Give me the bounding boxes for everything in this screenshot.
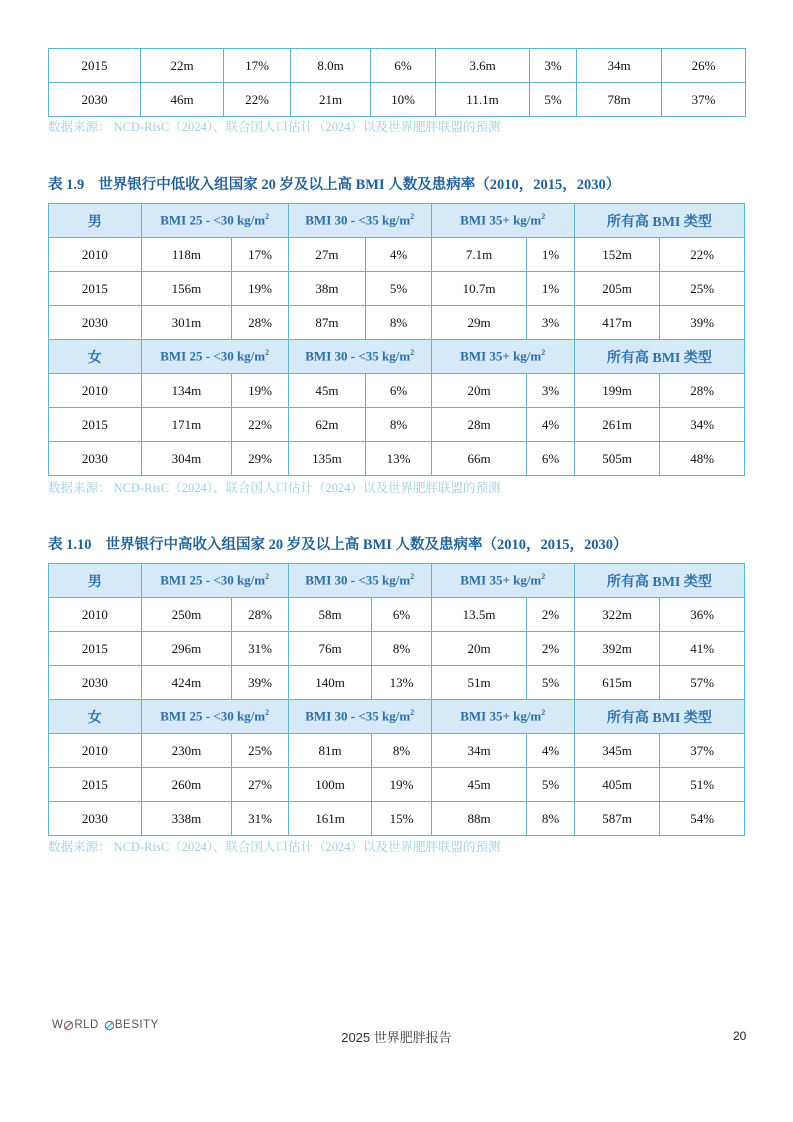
column-header <box>431 340 574 374</box>
cell: 28% <box>232 306 288 340</box>
cell: 2010 <box>49 374 142 408</box>
header-label: BMI 30 - <35 kg/m <box>305 212 411 228</box>
cell: 171m <box>141 408 232 442</box>
cell: 1% <box>527 272 574 306</box>
table-row <box>49 238 745 272</box>
cell: 34% <box>660 408 745 442</box>
cell: 46m <box>141 83 224 117</box>
header-label: BMI 35+ kg/m <box>460 348 542 364</box>
cell: 78m <box>577 83 662 117</box>
cell: 2015 <box>49 632 142 666</box>
table-header-row <box>49 340 745 374</box>
cell: 3% <box>527 374 574 408</box>
table-row <box>49 272 745 306</box>
table-title <box>48 533 628 554</box>
table-header-row <box>49 564 745 598</box>
cell: 140m <box>288 666 372 700</box>
cell: 19% <box>232 374 288 408</box>
cell: 20m <box>431 374 527 408</box>
cell: 13% <box>372 666 431 700</box>
cell: 10.7m <box>431 272 527 306</box>
cell: 8% <box>366 306 431 340</box>
superscript: 2 <box>541 212 546 222</box>
cell: 19% <box>232 272 288 306</box>
superscript: 2 <box>410 348 415 358</box>
column-header <box>288 204 431 238</box>
cell: 2% <box>527 632 574 666</box>
cell: 38m <box>288 272 366 306</box>
table-row <box>49 666 745 700</box>
cell: 338m <box>141 802 232 836</box>
table-caption: 世界银行中低收入组国家 20 岁及以上高 BMI 人数及患病率（2010，2015，2030） <box>98 177 621 193</box>
cell: 58m <box>288 598 372 632</box>
cell: 4% <box>527 734 574 768</box>
table-row <box>49 374 745 408</box>
cell: 21m <box>291 83 371 117</box>
cell: 2015 <box>49 272 142 306</box>
cell: 405m <box>574 768 660 802</box>
cell: 5% <box>527 666 574 700</box>
cell: 5% <box>527 768 574 802</box>
cell: 29m <box>431 306 527 340</box>
gender-header: 男 <box>49 204 142 238</box>
cell: 87m <box>288 306 366 340</box>
cell: 2030 <box>49 666 142 700</box>
cell: 2015 <box>49 768 142 802</box>
table-number: 表 1.9 <box>48 177 85 193</box>
cell: 27m <box>288 238 366 272</box>
cell: 22m <box>141 49 224 83</box>
superscript: 2 <box>541 348 546 358</box>
cell: 20m <box>431 632 527 666</box>
cell: 25% <box>660 272 745 306</box>
table-row <box>49 408 745 442</box>
source-note: 数据来源： NCD-RisC（2024）、联合国人口估计（2024）以及世界肥胖联盟的预测 <box>48 120 501 134</box>
table-row <box>49 306 745 340</box>
header-label: BMI 30 - <35 kg/m <box>305 572 411 588</box>
column-header <box>141 204 288 238</box>
column-header <box>288 340 431 374</box>
cell: 45m <box>431 768 527 802</box>
header-label: BMI 35+ kg/m <box>460 708 542 724</box>
cell: 26% <box>662 49 746 83</box>
cell: 135m <box>288 442 366 476</box>
cell: 6% <box>366 374 431 408</box>
cell: 345m <box>574 734 660 768</box>
footer-title: 2025 世界肥胖报告 <box>341 1030 452 1045</box>
cell: 261m <box>574 408 660 442</box>
cell: 76m <box>288 632 372 666</box>
cell: 8% <box>527 802 574 836</box>
gender-header: 女 <box>49 340 142 374</box>
cell: 161m <box>288 802 372 836</box>
cell: 54% <box>660 802 745 836</box>
cell: 3% <box>527 306 574 340</box>
cell: 27% <box>232 768 288 802</box>
cell: 8% <box>366 408 431 442</box>
table-row <box>49 83 746 117</box>
cell: 25% <box>232 734 288 768</box>
table-1-9 <box>48 203 745 476</box>
cell: 29% <box>232 442 288 476</box>
cell: 28m <box>431 408 527 442</box>
cell: 3.6m <box>436 49 530 83</box>
cell: 199m <box>574 374 660 408</box>
cell: 8% <box>372 632 431 666</box>
cell: 7.1m <box>431 238 527 272</box>
cell: 250m <box>141 598 232 632</box>
cell: 41% <box>660 632 745 666</box>
table-row <box>49 442 745 476</box>
superscript: 2 <box>265 708 270 718</box>
cell: 2015 <box>49 408 142 442</box>
cell: 37% <box>662 83 746 117</box>
column-header: 所有高 BMI 类型 <box>574 204 744 238</box>
cell: 118m <box>141 238 232 272</box>
header-label: BMI 25 - <30 kg/m <box>160 212 266 228</box>
cell: 3% <box>530 49 577 83</box>
cell: 6% <box>371 49 436 83</box>
column-header <box>141 700 288 734</box>
column-header <box>288 564 431 598</box>
cell: 39% <box>232 666 288 700</box>
superscript: 2 <box>541 708 546 718</box>
column-header <box>431 204 574 238</box>
cell: 11.1m <box>436 83 530 117</box>
cell: 34m <box>431 734 527 768</box>
header-label: BMI 35+ kg/m <box>460 572 542 588</box>
gender-header: 男 <box>49 564 142 598</box>
cell: 45m <box>288 374 366 408</box>
cell: 230m <box>141 734 232 768</box>
cell: 13.5m <box>431 598 527 632</box>
cell: 4% <box>366 238 431 272</box>
cell: 424m <box>141 666 232 700</box>
superscript: 2 <box>265 572 270 582</box>
cell: 134m <box>141 374 232 408</box>
cell: 19% <box>372 768 431 802</box>
header-label: BMI 25 - <30 kg/m <box>160 708 266 724</box>
cell: 34m <box>577 49 662 83</box>
table-title <box>48 173 620 194</box>
logo-text-besity: BESITY <box>114 1019 159 1031</box>
cell: 13% <box>366 442 431 476</box>
cell: 205m <box>574 272 660 306</box>
cell: 2030 <box>49 306 142 340</box>
cell: 8% <box>372 734 431 768</box>
table-row <box>49 802 745 836</box>
table-row <box>49 598 745 632</box>
superscript: 2 <box>265 212 270 222</box>
page-number: 20 <box>733 1029 747 1043</box>
table-1-10 <box>48 563 745 836</box>
logo-text-w: W <box>52 1019 64 1031</box>
table-number: 表 1.10 <box>48 537 92 553</box>
cell: 62m <box>288 408 366 442</box>
column-header <box>288 700 431 734</box>
superscript: 2 <box>410 212 415 222</box>
superscript: 2 <box>265 348 270 358</box>
header-label: BMI 30 - <35 kg/m <box>305 348 411 364</box>
table-header-row <box>49 204 745 238</box>
source-note: 数据来源： NCD-RisC（2024）、联合国人口估计（2024）以及世界肥胖联盟的预测 <box>48 840 501 854</box>
cell: 28% <box>232 598 288 632</box>
cell: 31% <box>232 802 288 836</box>
cell: 37% <box>660 734 745 768</box>
cell: 5% <box>530 83 577 117</box>
cell: 36% <box>660 598 745 632</box>
cell: 2015 <box>49 49 141 83</box>
cell: 39% <box>660 306 745 340</box>
cell: 2030 <box>49 83 141 117</box>
cell: 1% <box>527 238 574 272</box>
superscript: 2 <box>410 572 415 582</box>
cell: 304m <box>141 442 232 476</box>
cell: 22% <box>232 408 288 442</box>
header-label: BMI 25 - <30 kg/m <box>160 348 266 364</box>
cell: 28% <box>660 374 745 408</box>
cell: 51% <box>660 768 745 802</box>
cell: 615m <box>574 666 660 700</box>
header-label: BMI 30 - <35 kg/m <box>305 708 411 724</box>
header-label: BMI 35+ kg/m <box>460 212 542 228</box>
column-header: 所有高 BMI 类型 <box>574 564 744 598</box>
cell: 22% <box>224 83 291 117</box>
gender-header: 女 <box>49 700 142 734</box>
cell: 22% <box>660 238 745 272</box>
cell: 17% <box>224 49 291 83</box>
cell: 66m <box>431 442 527 476</box>
cell: 10% <box>371 83 436 117</box>
cell: 417m <box>574 306 660 340</box>
logo-text-rld: RLD <box>74 1019 99 1031</box>
cell: 2010 <box>49 238 142 272</box>
cell: 17% <box>232 238 288 272</box>
cell: 2030 <box>49 442 142 476</box>
cell: 156m <box>141 272 232 306</box>
cell: 152m <box>574 238 660 272</box>
table-top-continuation <box>48 48 746 117</box>
cell: 2% <box>527 598 574 632</box>
table-row <box>49 768 745 802</box>
cell: 100m <box>288 768 372 802</box>
cell: 260m <box>141 768 232 802</box>
cell: 2010 <box>49 598 142 632</box>
cell: 296m <box>141 632 232 666</box>
table-header-row <box>49 700 745 734</box>
cell: 392m <box>574 632 660 666</box>
source-note: 数据来源： NCD-RisC（2024）、联合国人口估计（2024）以及世界肥胖联盟的预测 <box>48 481 501 495</box>
cell: 48% <box>660 442 745 476</box>
cell: 5% <box>366 272 431 306</box>
cell: 8.0m <box>291 49 371 83</box>
cell: 6% <box>527 442 574 476</box>
column-header <box>141 564 288 598</box>
superscript: 2 <box>410 708 415 718</box>
column-header: 所有高 BMI 类型 <box>574 700 744 734</box>
column-header <box>431 700 574 734</box>
cell: 31% <box>232 632 288 666</box>
cell: 505m <box>574 442 660 476</box>
cell: 2030 <box>49 802 142 836</box>
cell: 51m <box>431 666 527 700</box>
cell: 322m <box>574 598 660 632</box>
cell: 587m <box>574 802 660 836</box>
table-row <box>49 49 746 83</box>
table-row <box>49 734 745 768</box>
cell: 57% <box>660 666 745 700</box>
cell: 4% <box>527 408 574 442</box>
cell: 6% <box>372 598 431 632</box>
header-label: BMI 25 - <30 kg/m <box>160 572 266 588</box>
cell: 81m <box>288 734 372 768</box>
cell: 15% <box>372 802 431 836</box>
cell: 88m <box>431 802 527 836</box>
column-header <box>431 564 574 598</box>
cell: 301m <box>141 306 232 340</box>
table-row <box>49 632 745 666</box>
cell: 2010 <box>49 734 142 768</box>
column-header <box>141 340 288 374</box>
superscript: 2 <box>541 572 546 582</box>
column-header: 所有高 BMI 类型 <box>574 340 744 374</box>
table-caption: 世界银行中高收入组国家 20 岁及以上高 BMI 人数及患病率（2010，2015，2030） <box>105 537 628 553</box>
